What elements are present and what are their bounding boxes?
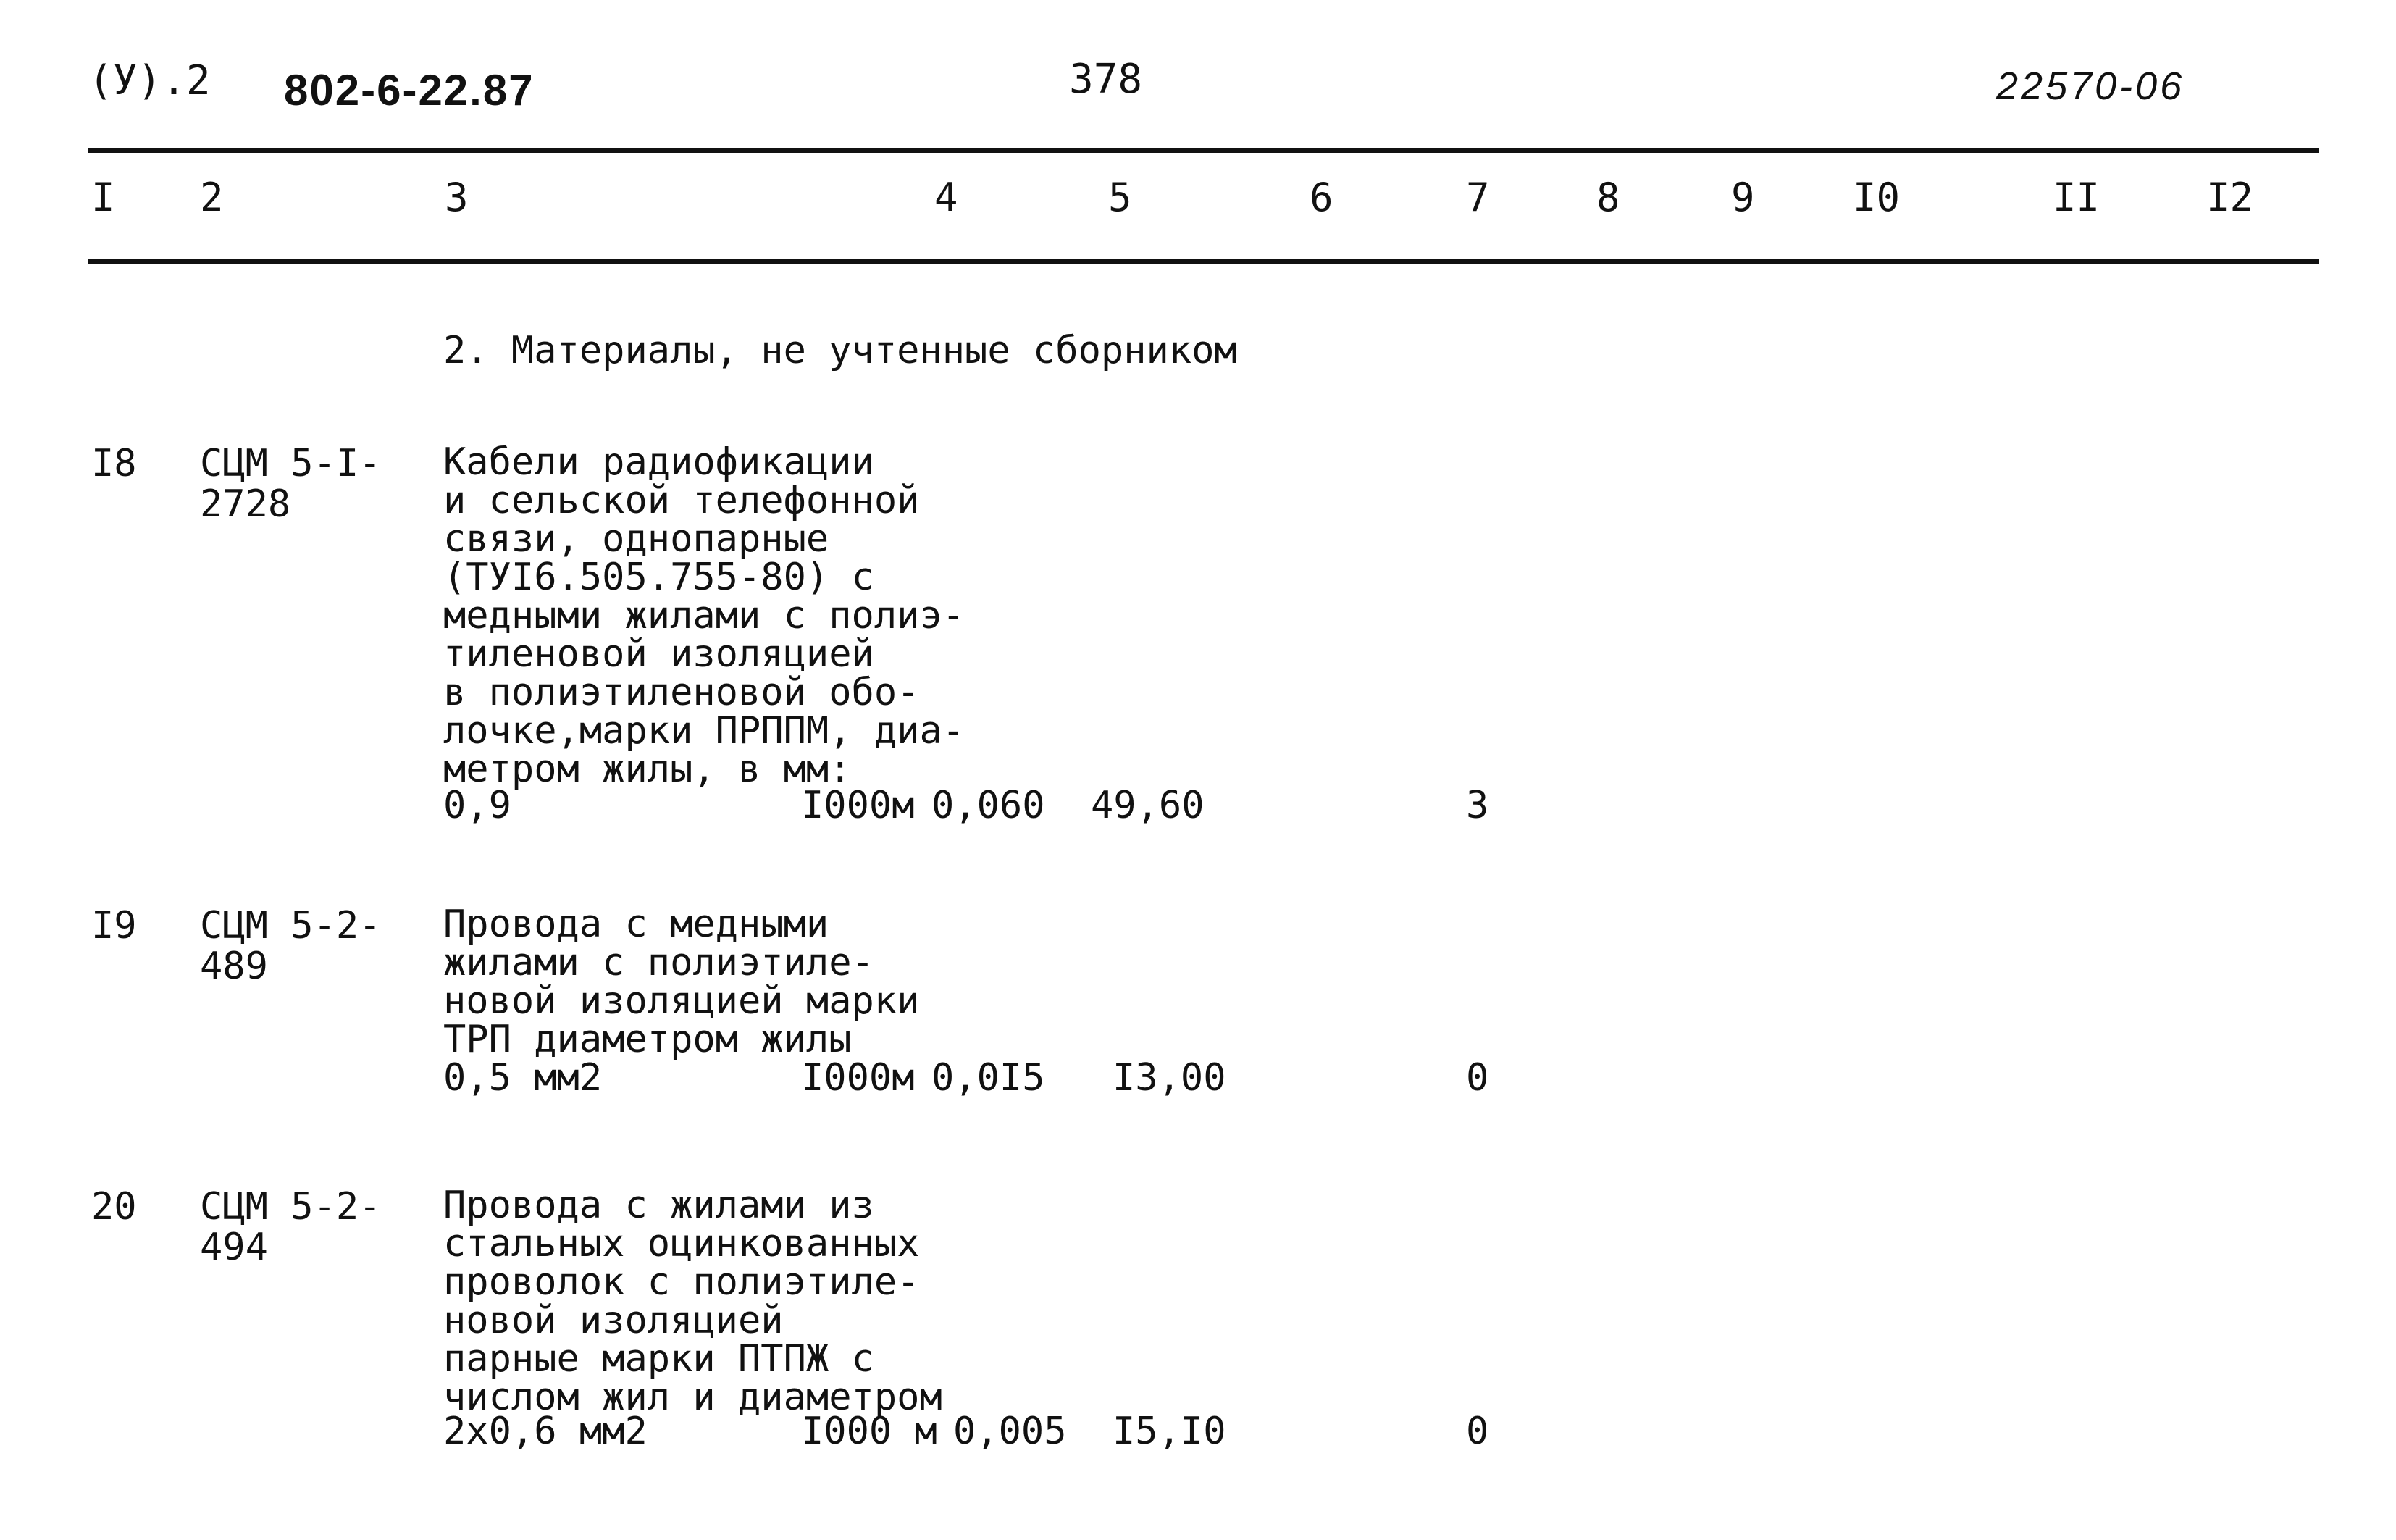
- description-line: медными жилами с полиэ-: [443, 594, 965, 637]
- row-col4-value: 0,005: [953, 1410, 1067, 1453]
- row-unit: I000м: [801, 784, 915, 827]
- column-number: 3: [445, 175, 469, 220]
- row-col5-value: I3,00: [1113, 1056, 1226, 1100]
- description-line: стальных оцинкованных: [443, 1222, 920, 1265]
- column-number: I2: [2206, 175, 2254, 220]
- row-code-line2: 489: [200, 945, 268, 988]
- header-page-number: 378: [1069, 56, 1143, 103]
- description-line: лочке,марки ПРППМ, диа-: [443, 709, 965, 753]
- description-line: (ТУI6.505.755-80) с: [443, 556, 874, 599]
- row-col7-value: 3: [1466, 784, 1489, 827]
- row-code-line2: 2728: [200, 482, 291, 526]
- column-number: 2: [200, 175, 224, 220]
- row-description: [443, 905, 919, 1059]
- description-line: Провода с медными: [443, 903, 829, 946]
- description-line: числом жил и диаметром: [443, 1376, 942, 1419]
- column-number: 5: [1108, 175, 1132, 220]
- header-right-code: 22570-06: [1996, 64, 2185, 108]
- row-code-line2: 494: [200, 1226, 268, 1269]
- description-line: проволок с полиэтиле-: [443, 1260, 920, 1304]
- row-code-line1: СЦМ 5-I-: [200, 442, 382, 485]
- row-size-value: 2х0,6 мм2: [443, 1410, 648, 1453]
- description-line: жилами с полиэтиле-: [443, 941, 874, 984]
- description-line: Провода с жилами из: [443, 1184, 874, 1227]
- row-col5-value: 49,60: [1091, 784, 1205, 827]
- column-number: 7: [1466, 175, 1490, 220]
- row-unit: I000м: [801, 1056, 915, 1100]
- row-size-value: 0,5 мм2: [443, 1056, 603, 1100]
- row-number: I8: [91, 442, 137, 485]
- description-line: новой изоляцией: [443, 1299, 784, 1342]
- description-line: связи, однопарные: [443, 517, 829, 561]
- column-number: 9: [1731, 175, 1755, 220]
- column-number: 4: [934, 175, 958, 220]
- description-line: Кабели радиофикации: [443, 440, 874, 484]
- header-left-code: (У).2: [88, 57, 211, 104]
- row-col5-value: I5,I0: [1113, 1410, 1226, 1453]
- row-code-line1: СЦМ 5-2-: [200, 1185, 382, 1229]
- row-number: 20: [91, 1185, 137, 1229]
- description-line: ТРП диаметром жилы: [443, 1018, 852, 1061]
- header-doc-number: 802-6-22.87: [284, 66, 535, 114]
- row-col4-value: 0,060: [931, 784, 1045, 827]
- description-line: и сельской телефонной: [443, 479, 920, 522]
- description-line: новой изоляцией марки: [443, 979, 920, 1023]
- column-number: II: [2053, 175, 2100, 220]
- row-size-value: 0,9: [443, 784, 511, 827]
- column-number: 6: [1310, 175, 1333, 220]
- row-description: [443, 440, 965, 791]
- header-rule-top: [88, 148, 2319, 153]
- row-code-line1: СЦМ 5-2-: [200, 904, 382, 947]
- row-description: [443, 1184, 942, 1419]
- row-col7-value: 0: [1466, 1056, 1489, 1100]
- row-unit: I000 м: [801, 1410, 937, 1453]
- column-number: I: [91, 175, 115, 220]
- row-col7-value: 0: [1466, 1410, 1489, 1453]
- description-line: тиленовой изоляцией: [443, 632, 874, 676]
- column-number: 8: [1596, 175, 1620, 220]
- row-col4-value: 0,0I5: [931, 1056, 1045, 1100]
- row-number: I9: [91, 904, 137, 947]
- description-line: парные марки ПТПЖ с: [443, 1337, 874, 1381]
- section-title: 2. Материалы, не учтенные сборником: [443, 329, 1237, 372]
- description-line: в полиэтиленовой обо-: [443, 671, 920, 714]
- header-rule-bottom: [88, 259, 2319, 264]
- column-number: I0: [1853, 175, 1901, 220]
- description-line: метром жилы, в мм:: [443, 748, 852, 791]
